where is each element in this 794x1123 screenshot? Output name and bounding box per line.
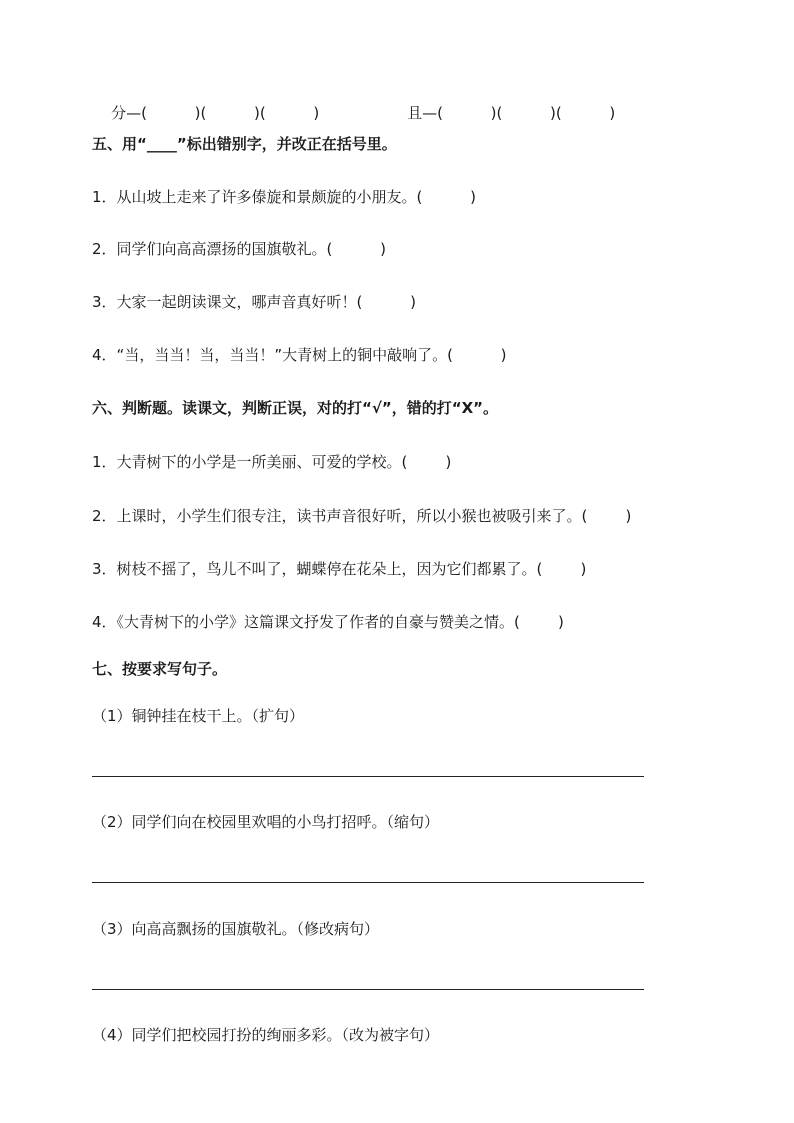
section7-item-2: （2）同学们向在校园里欢唱的小鸟打招呼。（缩句） [92,813,440,831]
fill-blank-row-right [388,80,615,146]
answer-line-3[interactable] [92,989,644,990]
section5-title-blank: ____ [146,135,177,153]
section6-item-1: 1．大青树下的小学是一所美丽、可爱的学校。( ) [92,453,452,471]
section5-item-4: 4．“当，当当！当，当当！”大青树上的铜中敲响了。( ) [92,346,507,364]
section5-item-3: 3．大家一起朗读课文，哪声音真好听！( ) [92,293,416,311]
section6-item-4: 4．《大青树下的小学》这篇课文抒发了作者的自豪与赞美之情。( ) [92,613,564,631]
section7-title: 七、按要求写句子。 [92,660,228,678]
answer-line-2[interactable] [92,882,644,883]
section5-item-1: 1．从山坡上走来了许多傣旋和景颇旋的小朋友。( ) [92,188,476,206]
section5-title-post: ”标出错别字，并改正在括号里。 [176,135,397,153]
section7-item-4: （4）同学们把校园打扮的绚丽多彩。（改为被字句） [92,1026,440,1044]
section5-title-pre: 五、用“ [92,135,147,153]
section6-item-2: 2．上课时，小学生们很专注，读书声音很好听，所以小猴也被吸引来了。( ) [92,507,632,525]
section7-item-1: （1）铜钟挂在枝干上。（扩句） [92,707,305,725]
section5-item-2: 2．同学们向高高漂扬的国旗敬礼。( ) [92,240,386,258]
section6-item-3: 3．树枝不摇了，鸟儿不叫了，蝴蝶停在花朵上，因为它们都累了。( ) [92,560,587,578]
section5-title [92,133,397,155]
section6-title: 六、判断题。读课文，判断正误，对的打“√”，错的打“X”。 [92,399,499,417]
fen-blanks: 分—( )( )( ) [111,104,320,122]
section7-item-3: （3）向高高飘扬的国旗敬礼。（修改病句） [92,920,380,938]
qie-blanks: 且—( )( )( ) [407,104,616,122]
answer-line-1[interactable] [92,776,644,777]
